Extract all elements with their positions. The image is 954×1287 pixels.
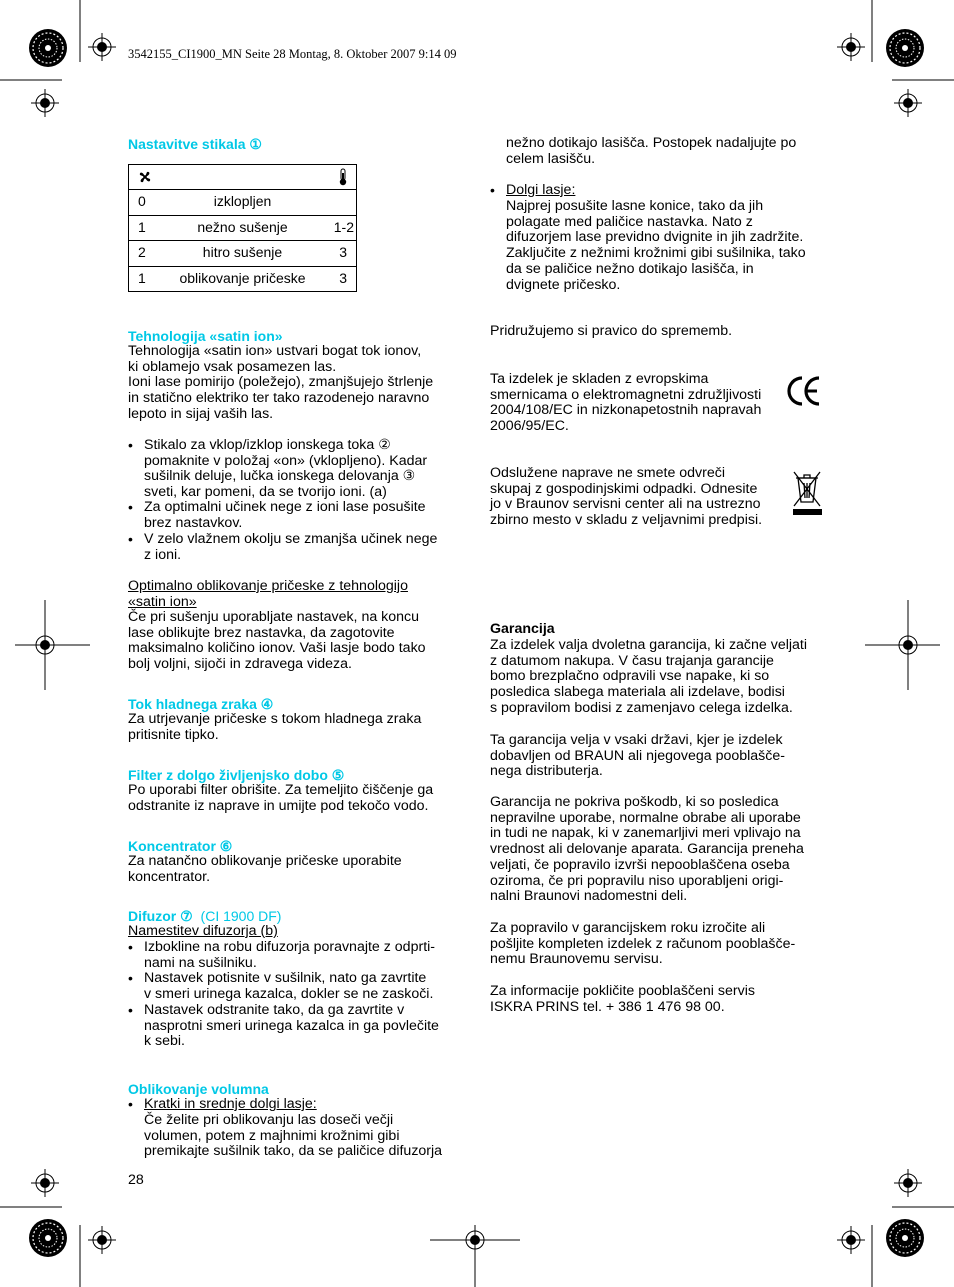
cold-air-heading: Tok hladnega zraka ④: [128, 696, 274, 712]
satin-text: Tehnologija «satin ion» ustvari bogat tok ionov, ki oblamejo vsak posamezen las. Ioni lase pomirijo (poležejo), zmanjšujejo štrlenje in statično elektriko ter tako razodenejo naravno lepoto in sijaj vaših las.: [128, 343, 434, 422]
temp-value: 3: [339, 244, 347, 260]
rights-note: Pridružujemo si pravico do sprememb.: [490, 323, 733, 339]
satin-heading: Tehnologija «satin ion»: [128, 328, 283, 344]
optimal-title: Optimalno oblikovanje pričeske z tehnologijo «satin ion»: [128, 578, 408, 610]
filter-heading: Filter z dolgo življenjsko dobo ⑤: [128, 767, 345, 783]
speed-value: 0: [138, 193, 146, 209]
diffuser-heading: [128, 908, 281, 924]
thermometer-icon: [338, 168, 348, 186]
setting-label: hitro sušenje: [202, 244, 283, 260]
crossed-bin-icon: [791, 469, 823, 517]
ce-mark-icon: [786, 375, 822, 407]
bullet-text: Za optimalni učinek nege z ioni lase posušite brez nastavkov.: [144, 499, 426, 531]
guarantee-heading: Garancija: [490, 621, 555, 637]
cold-air-text: Za utrjevanje pričeske s tokom hladnega zraka pritisnite tipko.: [128, 711, 422, 743]
guarantee-paragraph: Za izdelek valja dvoletna garancija, ki začne veljati z datumom nakupa. V času trajanja garancije bomo brezplačno odpravili vse napake, ki so posledica slabega materiala ali izdelave, bodisi s popravilom bodisi z zamenjavo celega izdelka.: [490, 637, 808, 716]
guarantee-paragraph: Za informacije pokličite pooblaščeni servis ISKRA PRINS tel. + 386 1 476 98 00.: [490, 983, 755, 1015]
fan-icon: [137, 169, 153, 185]
bullet-text: Nastavek odstranite tako, da ga zavrtite v nasprotni smeri urinega kazalca in ga povlečite k sebi.: [144, 1002, 439, 1050]
bullet-text: V zelo vlažnem okolju se zmanjša učinek nege z ioni.: [144, 531, 438, 563]
bullet-text: Nastavek potisnite v sušilnik, nato ga zavrtite v smeri urinega kazalca, dokler se ne zaskoči.: [144, 970, 434, 1002]
continued-text: nežno dotikajo lasišča. Postopek nadaljujte po celem lasišču.: [506, 135, 797, 167]
optimal-text: Če pri sušenju uporabljate nastavek, na koncu lase oblikujte brez nastavka, da zagotovite maksimalno količino ionov. Vaši lasje bodo tako bolj voljni, sijoči in zdravega videza.: [128, 609, 426, 673]
filter-text: Po uporabi filter obrišite. Za temeljito čiščenje ga odstranite iz naprave in umijte pod tekočo vodo.: [128, 782, 434, 814]
temp-value: 1-2: [333, 218, 354, 235]
concentrator-text: Za natančno oblikovanje pričeske uporabite koncentrator.: [128, 853, 402, 885]
bullet-title: Dolgi lasje:: [506, 182, 576, 198]
weee-text: Odslužene naprave ne smete odvreči skupaj z gospodinjskimi odpadki. Odnesite jo v Braunov servisni center ali na ustrezno zbirno mesto v skladu z veljavnimi predpisi.: [490, 465, 763, 529]
bullet-text: Če želite pri oblikovanju las doseči večji volumen, potem z majhnimi krožnimi gibi premikajte sušilnik tako, da se paličice difuzorja: [144, 1112, 443, 1160]
settings-table: [128, 164, 357, 292]
guarantee-paragraph: Za popravilo v garancijskem roku izročite ali pošljite kompleten izdelek z računom pooblašče- nemu Braunovemu servisu.: [490, 920, 796, 968]
speed-value: 2: [138, 244, 146, 260]
temp-value: 3: [339, 269, 347, 286]
print-header: 3542155_CI1900_MN Seite 28 Montag, 8. Oktober 2007 9:14 09: [128, 47, 457, 61]
setting-label: nežno sušenje: [197, 218, 288, 235]
volume-heading: Oblikovanje volumna: [128, 1081, 269, 1097]
page-number: 28: [128, 1172, 144, 1188]
bullet-title: Kratki in srednje dolgi lasje:: [144, 1096, 317, 1112]
bullet-text: Stikalo za vklop/izklop ionskega toka ② pomaknite v položaj «on» (vklopljeno). Kadar sušilnik deluje, lučka ionskega delovanja ③ sveti, kar pomeni, da se tvorijo ioni. (a): [144, 437, 428, 501]
diffuser-title: Difuzor ⑦: [128, 908, 193, 924]
concentrator-heading: Koncentrator ⑥: [128, 838, 233, 854]
bullet-text: Najprej posušite lasne konice, tako da jih polagate med paličice nastavka. Nato z difuzorjem lase previdno dvignite in jih zadržite. Zaključite z nežnimi krožnimi gibi sušilnika, tako da se paličice nežno dotikajo lasišča, in dvignete pričesko.: [506, 198, 806, 293]
settings-table-row: [129, 215, 357, 241]
guarantee-paragraph: Garancija ne pokriva poškodb, ki so posledica nepravilne uporabe, normalne obrabe ali uporabe in tudi ne napak, ki v zanemarljivi meri vplivajo na vrednost ali delovanje aparata. Garancija preneha veljati, če popravilo izvrši nepooblaščena oseba oziroma, če pri popravilu niso uporabljeni origi- nalni Braunovi nadomestni deli.: [490, 794, 804, 905]
speed-value: 1: [138, 269, 146, 286]
switch-heading: Nastavitve stikala ①: [128, 136, 262, 152]
diffuser-subtitle: Namestitev difuzorja (b): [128, 923, 278, 939]
settings-table-row: [129, 241, 357, 267]
settings-table-row: [129, 266, 357, 292]
setting-label: oblikovanje pričeske: [179, 269, 306, 286]
settings-table-row: [129, 190, 357, 216]
ce-text: Ta izdelek je skladen z evropskima smernicama o elektromagnetni združljivosti 2004/108/EC in nizkonapetostnih napravah 2006/95/EC.: [490, 371, 762, 435]
settings-table-header-row: [129, 165, 357, 190]
speed-value: 1: [138, 218, 146, 235]
bullet-text: Izbokline na robu difuzorja poravnajte z odprti- nami na sušilniku.: [144, 939, 436, 971]
guarantee-paragraph: Ta garancija velja v vsaki državi, kjer je izdelek dobavljen od BRAUN ali njegovega pooblašče- nega distributerja.: [490, 732, 785, 780]
setting-label: izklopljen: [213, 193, 272, 209]
diffuser-model: (CI 1900 DF): [200, 908, 282, 924]
